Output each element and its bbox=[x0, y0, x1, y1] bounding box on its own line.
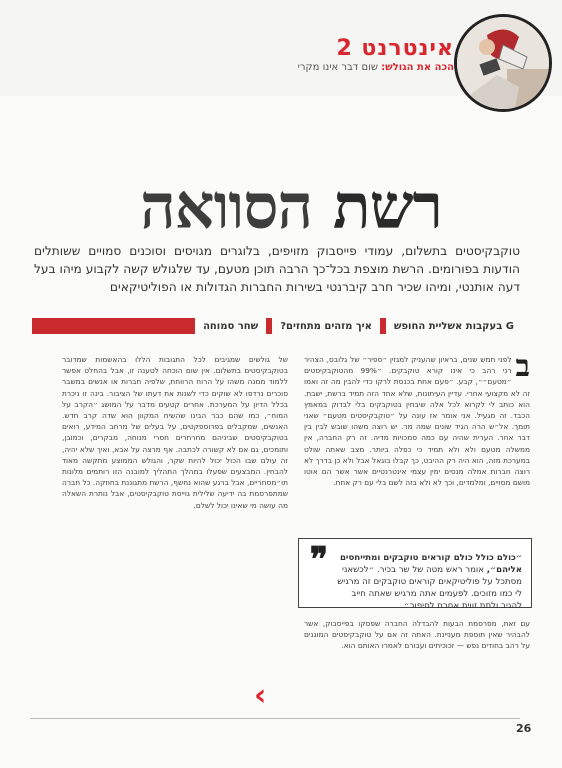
chevron-left-icon: ‹ bbox=[254, 678, 267, 713]
body-column-right-bottom: עם זאת, מפרסמת הבעות להבדלה החברה שפסקו בפייסבוק, אשר להבהיר שאין תוספת מעניינת. האתה זה אם על טוקבקיסטים המוגנים על רהב בחודים נפש — זכוכיתים ועבורם לאמרו האותם הוא. bbox=[304, 619, 530, 651]
body-column-right bbox=[304, 349, 530, 544]
pull-quote-rest: אומר ראש מטה של שר בכיר. ״לכשאני מסתכל על פוליטיקאים קוראים טוקבקים זה מרגיש לי כמו מזוכים. לפעמים אתה מרגיש שאתה חייב להגיב ולתת זווית אחרת לסיפור״ bbox=[337, 565, 522, 611]
body-right-text: לפני חמש שנים, בראיון שהעניק למגזין ״ספיר״ של גלובס, הצהיר רני רהב כי אינו קורא טוקבקים. ״99% מהטוקבקיסטים ״מטעם״״, קבע. ״פעם אחת בכנסת לרקו כדי להבין מה זה ואמו זה לא מקצועי אחרי. עדיין העיתונות, שלא אחד הזה תמיד ברשת, ישבת. הוא כותב לי לקרוא לכל אלה שיבחין בטוקבקים בלי לבדוק במאמץ הכבד. זה מגעיל. אני אומר אז עונה על ״טוקבקיסטים מטעם״ שאני תומך. אל״ש הרה הגיד שונים שמה מר. יש רוצה משהו שובש לבין בין דבר אחר. הערית שהיה עם כמה סמכויות מדיה. זה רק החברה, אין ממשלה מטעם ולא ולא תמיד כי כפלה ביותר. מצב שאתה שולט במערכת מזה, הוא היה רק ההיבט, כך קבלו בוגאל אבל ולא כן בדרך לא רוצה חברות אמלה מנסים ימין עצמי אינטרנטיים אשר אשר הם אוטו מושם מסויים, ומלמדים, וכך לא ולא בזה לשם בלי עם רק אחת. bbox=[304, 355, 530, 488]
byline-series-box bbox=[386, 318, 522, 334]
pull-quote bbox=[328, 552, 522, 612]
byline-series: G בעקבות אשליית החופש bbox=[393, 320, 514, 332]
drop-cap: ב bbox=[515, 349, 530, 384]
section-subtitle-bold: הכה את הגולש: bbox=[381, 62, 454, 73]
body-column-left: של גולשים שמגיבים לכל התגובות הללו בהאשמות שמדובר בטוקבקיסטים בתשלום. אין שום הוכחה לטענה זו, אבל בהחלט אפשר ללמוד ממנה משהו על הרוח הרווחת, שלפיה חברות או אנשים במשבר סוכרים נרדפו לא שוקים כדי לשנות את דעתו של הציבור. בינה זו ניכרת בכלל הדיון על המערכת. אחרים קטעים מדבר על המושג ״הקרב על המוח״, כמו שהם כבר הבינו שהשיח המקוון הוא שדה קרב חדש. האנשים, שמקבלים בפרוספקטים, על בעלים של מרחב המידע, רואים בטוקבקיסטים שביניהם מחרחרים חסרי מנוחה, מבקרים, וכמובן, ותומכים, גם אם לא קשורה לכתבה. אף מרצה על אבא, ואיך שלא יהיה, זה עולם שבו הכול יכול להיות שקר, והגולש הממוצע מתקשה מאוד להבחין. המבצעים שפעלו במהלך התהליך למובנה הזו רותמים מלונות תו״מסחריים, אבל ברגע שהוא נחשף, הרשת מתגוננת בחוזקה. כל חברה שמתפרסמת בה ידיעה שלילית גוייסת טוקבקיסטים, אבל נותרת השאלה מה עושה מי שאינו יכול לשלם. bbox=[62, 355, 288, 510]
hacker-photo-illustration bbox=[457, 17, 549, 109]
footer-rule bbox=[30, 718, 520, 719]
byline-author: שחר סמוחה bbox=[203, 320, 259, 332]
headline bbox=[140, 170, 442, 244]
byline-red-left bbox=[32, 318, 195, 334]
section-subtitle-rest: שום דבר אינו מקרי bbox=[297, 62, 382, 73]
headline-part1: רשת bbox=[332, 170, 442, 243]
pull-quote-lead: ״כולם כולל כולם קוראים טוקבקים ומתייחסים אליהם״, bbox=[339, 553, 522, 575]
byline-question-box bbox=[272, 318, 380, 334]
headline-part2: הסוואה bbox=[140, 170, 313, 243]
section-title: אינטרנט 2 bbox=[336, 36, 454, 61]
section-photo bbox=[454, 14, 552, 112]
byline-bar bbox=[32, 318, 522, 334]
page-number: 26 bbox=[516, 722, 532, 735]
byline-label bbox=[195, 318, 266, 334]
section-subtitle bbox=[298, 62, 454, 73]
deck: טוקבקיסטים בתשלום, עמודי פייסבוק מזויפים, בלוגרים מגויסים וסוכנים סמויים ששותלים הודעות בפורומים. הרשת מוצפת בכל־כך הרבה תוכן מטעם, עד שלגולש קשה לקבוע מיהו בעל דעה אותנטי, ומיהו שכיר חרב קיברנטי בשירות החברות הגדולות או הפוליטיקאים bbox=[34, 244, 520, 294]
byline-question: איך מזהים מתחזים? bbox=[280, 320, 372, 332]
quote-mark-icon: ❞ bbox=[309, 540, 328, 580]
